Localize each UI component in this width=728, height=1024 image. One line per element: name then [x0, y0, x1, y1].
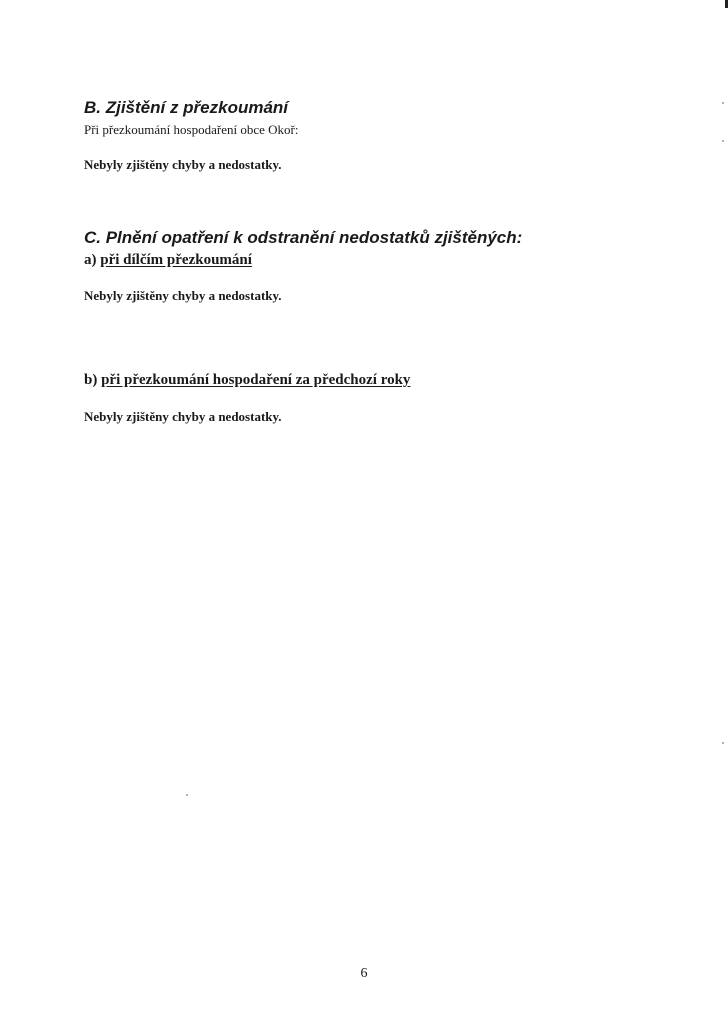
section-c-part-a-title [84, 252, 252, 269]
scan-speck [722, 140, 724, 142]
scan-speck [186, 794, 188, 796]
scan-speck [722, 742, 724, 744]
section-c-part-b-result: Nebyly zjištěny chyby a nedostatky. [84, 409, 282, 424]
part-b-prefix: b) [84, 372, 98, 388]
section-b-result: Nebyly zjištěny chyby a nedostatky. [84, 157, 282, 172]
part-a-prefix: a) [84, 252, 97, 268]
section-b-intro: Při přezkoumání hospodaření obce Okoř: [84, 122, 299, 137]
part-a-title-text: při dílčím přezkoumání [100, 252, 252, 268]
page-number: 6 [360, 966, 368, 981]
scan-speck [722, 102, 724, 104]
part-b-title-text: při přezkoumání hospodaření za předchozí roky [101, 372, 411, 388]
section-c-part-b-title [84, 372, 410, 389]
section-b-heading: B. Zjištění z přezkoumání [84, 98, 289, 117]
section-c-part-a-result: Nebyly zjištěny chyby a nedostatky. [84, 288, 282, 303]
section-c-heading: C. Plnění opatření k odstranění nedostatků zjištěných: [84, 228, 523, 247]
